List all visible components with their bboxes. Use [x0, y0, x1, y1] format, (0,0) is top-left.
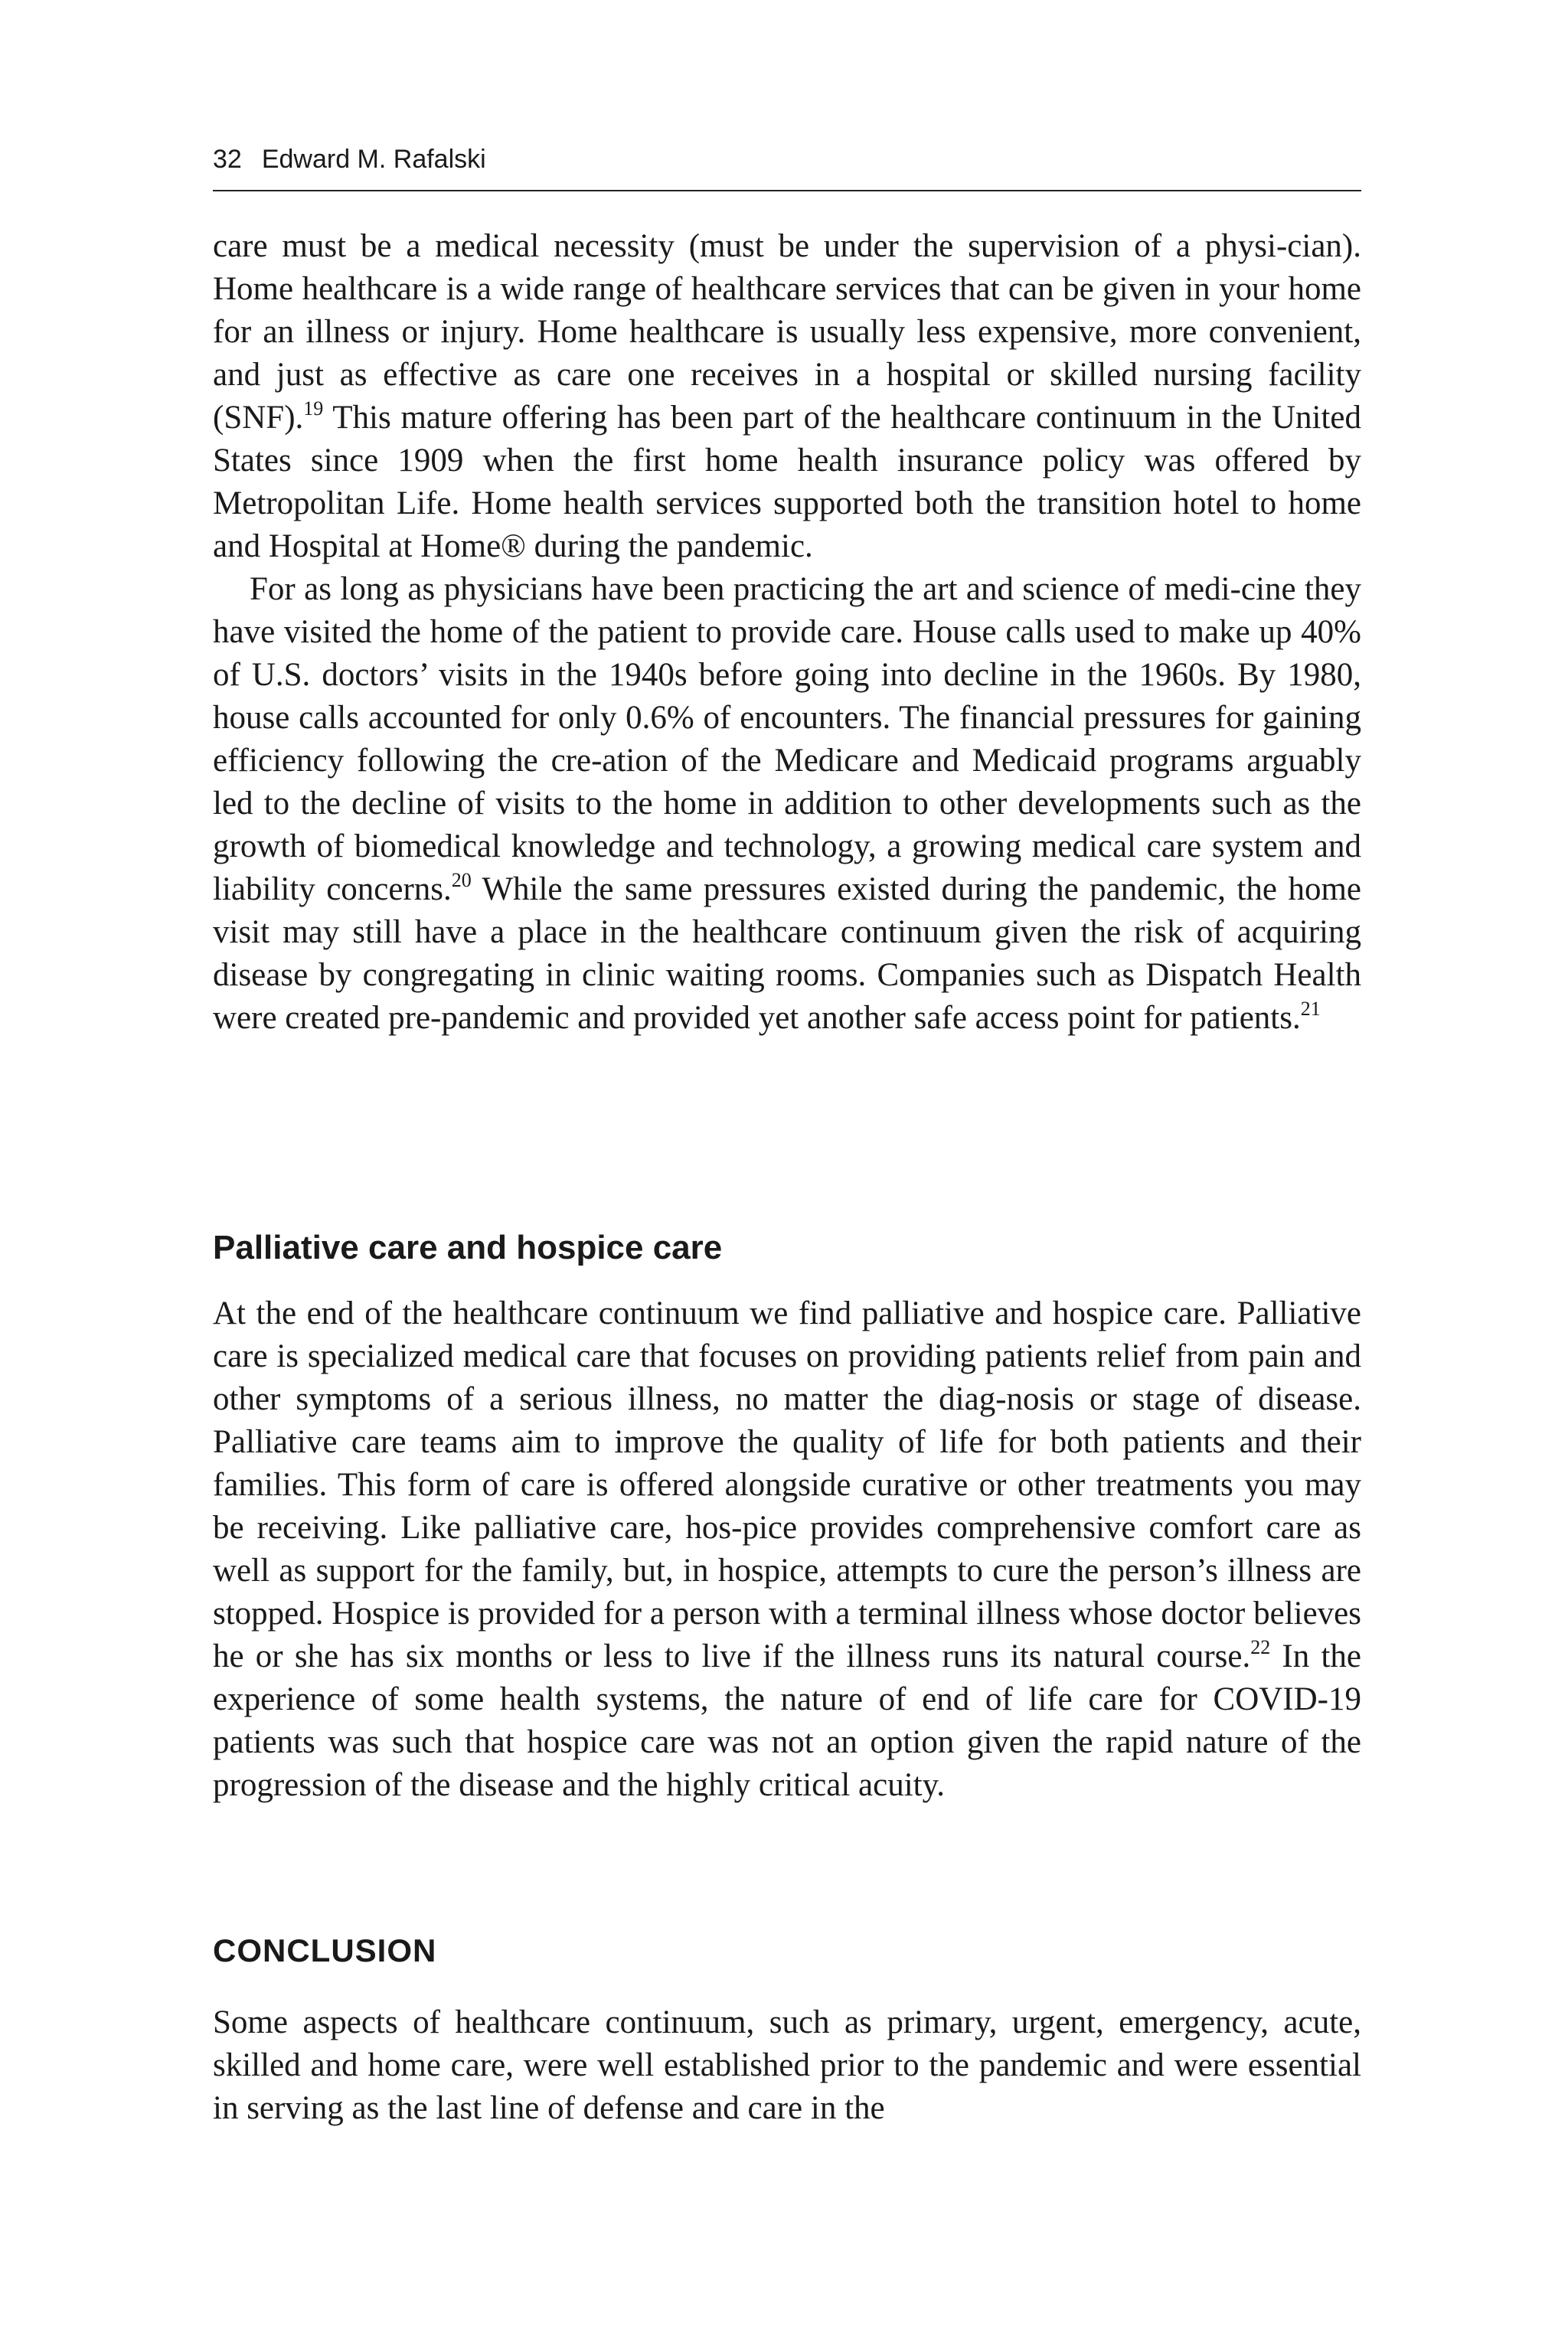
paragraph-text: This mature offering has been part of the healthcare continuum in the United States since 1909 when the first home health insurance policy was offered by Metropolitan Life. Home health services supported both the transition hotel to home and Hospital at Home® during the pandemic.: [213, 400, 1361, 564]
running-head: [213, 142, 1361, 176]
paragraph-house-calls: [213, 568, 1361, 1040]
paragraph-text: While the same pressures existed during the pandemic, the home visit may still have a place in the healthcare continuum given the risk of acquiring disease by congregating in clinic waiting rooms. Companies such as Dispatch Health were created pre-pandemic and provided yet another safe access point for patients.: [213, 871, 1361, 1036]
section-home-care: [213, 225, 1361, 1040]
footnote-ref-20: 20: [451, 868, 472, 891]
paragraph-home-healthcare: [213, 225, 1361, 568]
footnote-ref-22: 22: [1250, 1635, 1271, 1658]
paragraph-text: At the end of the healthcare continuum we find palliative and hospice care. Palliative care is specialized medical care that focuses on providing patients relief from pain and other symptoms of a serious illness, no matter the diag-nosis or stage of disease. Palliative care teams aim to improve the quality of life for both patients and their families. This form of care is offered alongside curative or other treatments you may be receiving. Like palliative care, hos-pice provides comprehensive comfort care as well as support for the family, but, in hospice, attempts to cure the person’s illness are stopped. Hospice is provided for a person with a terminal illness whose doctor believes he or she has six months or less to live if the illness runs its natural course.: [213, 1295, 1361, 1674]
section-palliative-care: [213, 1292, 1361, 1807]
paragraph-palliative: [213, 1292, 1361, 1807]
paragraph-text: In the experience of some health systems, the nature of end of life care for COVID-19 patients was such that hospice care was not an option given the rapid nature of the progression of the disease and the highly critical acuity.: [213, 1638, 1361, 1803]
paragraph-text: care must be a medical necessity (must be under the supervision of a physi-cian). Home healthcare is a wide range of healthcare services that can be given in your home for an illness or injury. Home healthcare is usually less expensive, more convenient, and just as effective as care one receives in a hospital or skilled nursing facility (SNF).: [213, 228, 1361, 436]
paragraph-text: For as long as physicians have been practicing the art and science of medi-cine they have visited the home of the patient to provide care. House calls used to make up 40% of U.S. doctors’ visits in the 1940s before going into decline in the 1960s. By 1980, house calls accounted for only 0.6% of encounters. The financial pressures for gaining efficiency following the cre-ation of the Medicare and Medicaid programs arguably led to the decline of visits to the home in addition to other developments such as the growth of biomedical knowledge and technology, a growing medical care system and liability concerns.: [213, 571, 1361, 907]
heading-palliative-care: Palliative care and hospice care: [213, 1229, 723, 1266]
header-rule: [213, 190, 1361, 191]
paragraph-conclusion: Some aspects of healthcare continuum, such as primary, urgent, emergency, acute, skilled and home care, were well established prior to the pandemic and were essential in serving as the last line of defense and care in the: [213, 2004, 1361, 2126]
footnote-ref-21: 21: [1300, 997, 1321, 1020]
section-conclusion: [213, 2001, 1361, 2130]
page-number: 32: [213, 145, 242, 174]
footnote-ref-19: 19: [303, 397, 324, 420]
heading-conclusion: CONCLUSION: [213, 1932, 437, 1968]
running-head-author: Edward M. Rafalski: [261, 145, 486, 174]
